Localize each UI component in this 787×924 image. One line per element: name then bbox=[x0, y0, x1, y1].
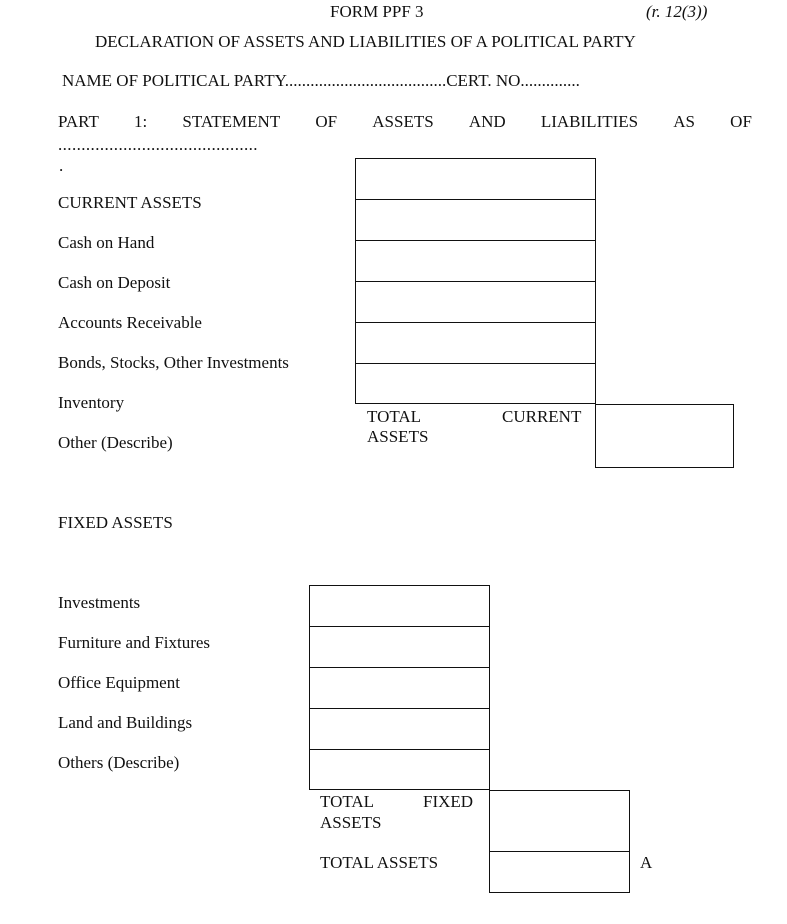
total-fixed-label-1: TOTAL bbox=[320, 792, 375, 811]
fixed-assets-heading: FIXED ASSETS bbox=[58, 513, 173, 532]
item-investments: Investments bbox=[58, 593, 141, 612]
cash-on-hand-value[interactable] bbox=[356, 200, 595, 240]
total-current-label-1: TOTAL bbox=[367, 407, 422, 426]
item-furniture-fixtures: Furniture and Fixtures bbox=[58, 633, 211, 652]
current-assets-heading: CURRENT ASSETS bbox=[58, 193, 202, 212]
stray-dot: . bbox=[59, 156, 64, 175]
inventory-value[interactable] bbox=[356, 364, 595, 404]
part1-word: STATEMENT bbox=[182, 112, 281, 131]
total-fixed-label-3: ASSETS bbox=[320, 813, 382, 832]
cash-on-deposit-value[interactable] bbox=[356, 241, 595, 281]
item-office-equipment: Office Equipment bbox=[58, 673, 180, 692]
party-name-row bbox=[62, 71, 580, 91]
item-others-describe: Others (Describe) bbox=[58, 753, 180, 772]
investments-value[interactable] bbox=[310, 586, 489, 626]
as-of-date-field[interactable]: ........................................... bbox=[58, 135, 258, 154]
total-current-label-3: ASSETS bbox=[367, 427, 429, 446]
part1-word: ASSETS bbox=[372, 112, 434, 131]
total-fixed-label-2: FIXED bbox=[423, 792, 474, 811]
part1-word: OF bbox=[730, 112, 752, 131]
part1-word: AND bbox=[468, 112, 506, 131]
total-current-assets-box[interactable] bbox=[595, 404, 734, 468]
item-bonds-stocks: Bonds, Stocks, Other Investments bbox=[58, 353, 289, 372]
form-number: FORM PPF 3 bbox=[330, 2, 424, 21]
item-inventory: Inventory bbox=[58, 393, 125, 412]
accounts-receivable-value[interactable] bbox=[356, 282, 595, 322]
part1-word: LIABILITIES bbox=[540, 112, 639, 131]
item-accounts-receivable: Accounts Receivable bbox=[58, 313, 202, 332]
part1-heading bbox=[58, 112, 752, 132]
form-title: DECLARATION OF ASSETS AND LIABILITIES OF A POLITICAL PARTY bbox=[95, 32, 636, 51]
part1-word: OF bbox=[315, 112, 338, 131]
part1-word: PART bbox=[58, 112, 99, 131]
item-other-describe: Other (Describe) bbox=[58, 433, 173, 452]
rule-reference: (r. 12(3)) bbox=[646, 2, 708, 21]
furniture-fixtures-value[interactable] bbox=[310, 627, 489, 667]
total-fixed-assets-box[interactable] bbox=[489, 790, 630, 852]
item-cash-on-deposit: Cash on Deposit bbox=[58, 273, 171, 292]
total-current-label-2: CURRENT bbox=[502, 407, 582, 426]
party-name-field[interactable]: ...................................... bbox=[284, 71, 447, 90]
others-describe-value[interactable] bbox=[310, 750, 489, 790]
part1-word: AS bbox=[673, 112, 696, 131]
bonds-stocks-value[interactable] bbox=[356, 323, 595, 363]
party-name-label: NAME OF POLITICAL PARTY bbox=[62, 71, 285, 90]
part1-word: 1: bbox=[134, 112, 148, 131]
total-assets-label: TOTAL ASSETS bbox=[320, 853, 439, 872]
office-equipment-value[interactable] bbox=[310, 668, 489, 708]
land-buildings-value[interactable] bbox=[310, 709, 489, 749]
cert-no-field[interactable]: .............. bbox=[520, 71, 580, 90]
total-assets-marker: A bbox=[640, 853, 653, 872]
total-assets-box[interactable] bbox=[489, 851, 630, 893]
cert-no-label: CERT. NO bbox=[446, 71, 521, 90]
item-cash-on-hand: Cash on Hand bbox=[58, 233, 155, 252]
item-land-buildings: Land and Buildings bbox=[58, 713, 193, 732]
